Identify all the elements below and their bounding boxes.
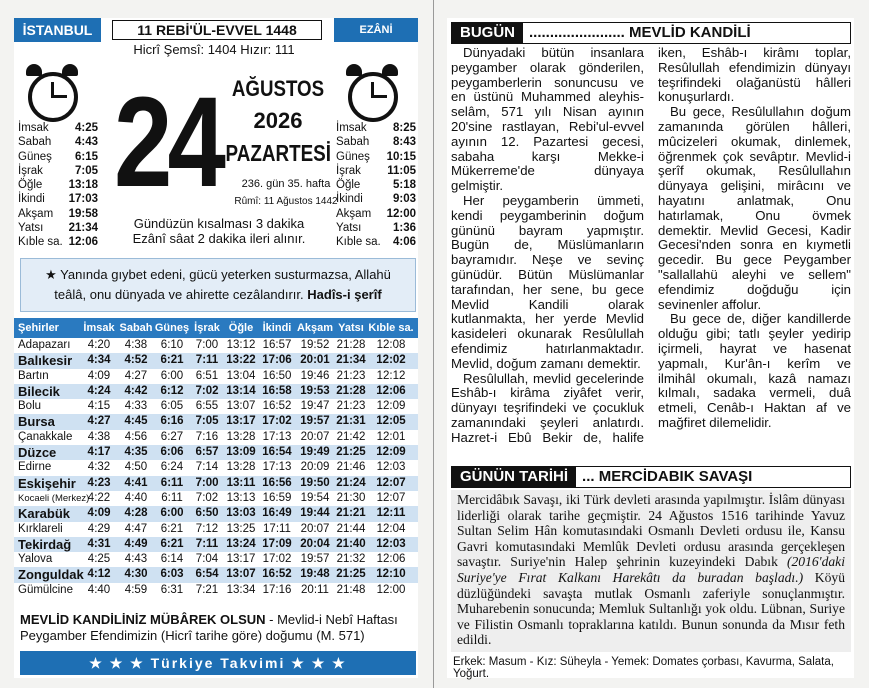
prayer-time-row [336,207,416,221]
column-header: İşrak [194,322,220,334]
prayer-time-row [336,178,416,192]
article-paragraph: Bu gece de, diğer kandillerde olduğu gibi; tatlı şeyler yedirip içirmeli, hayrat ve hasenat yapmalı, Kur'ân-ı kerîm ve ilmihâl okumalı, kazâ namazı kılmalı, sadaka vermeli, duâ etmeli, Cenâb-ı Haktan af ve mağfiret dilemelidir. [658,311,851,430]
table-cell: 4:31 [87,537,111,550]
table-cell: 19:53 [300,384,330,397]
table-cell: 4:22 [87,491,111,504]
table-cell: 6:51 [195,369,219,382]
table-cell: 20:07 [300,522,330,535]
prayer-name: Yatsı [18,222,44,235]
kandil-note: MEVLİD KANDİLİNİZ MÜBÂREK OLSUN - Mevlid-i Nebî Haftası Peygamber Efendimizin (Hicrî tarihe göre) doğumu (M. 571) [20,612,398,643]
article-paragraph: Dünyadaki bütün insanlara peygamber olarak gönderilen, peygamberlerin sonuncusu ve en üstünü Muhammed aleyhis-selâm, 571 yılı Nisan ayının 20'sine rastlayan, Rebi'ul-evvel ayının 12. Pazartesi gecesi, sabaha karşı Mekke-i Mükerreme'de dünyaya gelmiştir. [451,45,644,194]
table-row [14,552,418,567]
table-row [14,583,418,598]
table-cell: 19:49 [300,446,330,459]
table-cell: 4:23 [87,476,111,489]
table-cell: 6:50 [195,507,219,520]
table-cell: 7:05 [195,415,219,428]
table-cell: 17:11 [263,522,291,535]
table-row [14,567,418,582]
table-cell: 7:21 [195,583,219,596]
table-cell: 21:31 [336,415,366,428]
table-cell: 4:38 [124,339,148,351]
month-name: AĞUSTOS [231,76,325,101]
table-cell: 6:27 [160,430,184,443]
prayer-name: Kıble sa. [18,236,63,249]
name-and-menu: Erkek: Masum - Kız: Süheyla - Yemek: Domates çorbası, Kavurma, Salata, Yoğurt. [453,656,834,680]
prayer-time-row [18,207,98,221]
table-cell: 6:00 [160,507,184,520]
table-cell: 21:28 [336,339,366,351]
table-cell: 6:24 [160,461,184,474]
prayer-time-row [18,192,98,206]
table-cell: 17:13 [262,430,292,443]
prayer-time-row [18,164,98,178]
table-cell: 17:02 [262,553,292,566]
article-paragraph: Resûlullah, mevlid gecelerinde Eshâb-ı kirâma ziyâfet verir, dünyayı teşrifindeki ve çocukluk zamanındaki şeyleri anlatırdı. Hazret-i Ebû Bekir de, halife iken, Eshâb-ı kirâmı toplar, Resûlullah efendimizin dünyayı teşrifindeki olağanüstü hâlleri konuşurlardı. [451,45,851,445]
prayer-name: Yatsı [336,222,362,235]
city-label: İSTANBUL [14,18,101,42]
table-cell: 4:38 [87,430,111,443]
table-cell: 13:07 [226,568,256,581]
table-cell: 4:17 [87,446,111,459]
table-row [14,506,418,521]
prayer-name: İkindi [336,193,363,206]
hadith-quote [20,258,416,312]
prayer-time-row [336,192,416,206]
table-cell: 13:12 [226,339,256,351]
table-cell: 16:57 [262,339,292,351]
table-cell: 12:07 [376,476,406,489]
year: 2026 [253,108,303,133]
table-cell: 13:28 [226,430,256,443]
table-cell: 16:52 [262,568,292,581]
city-name: Eskişehir [18,475,76,491]
table-cell: 4:30 [124,568,148,581]
table-cell: 12:07 [376,491,406,504]
table-row [14,399,418,414]
table-cell: 13:03 [226,507,256,520]
table-cell: 4:41 [124,476,148,489]
table-cell: 16:56 [262,476,292,489]
table-cell: 12:06 [376,553,406,566]
prayer-time: 4:43 [74,136,98,149]
prayer-time-row [18,135,98,149]
table-cell: 4:35 [124,446,148,459]
table-cell: 12:05 [376,415,406,428]
day-of-year: 236. gün 35. hafta [241,178,331,190]
table-cell: 4:28 [124,507,148,520]
prayer-time: 12:06 [68,236,98,249]
prayer-name: İmsak [18,122,49,134]
table-cell: 4:56 [124,430,148,443]
article-right-page [447,18,854,678]
city-name: Zonguldak [18,567,84,583]
table-cell: 16:59 [262,491,292,504]
column-header: Şehirler [18,322,59,334]
prayer-time: 11:05 [387,164,416,177]
table-cell: 16:54 [262,446,292,459]
table-cell: 4:29 [87,522,111,535]
table-cell: 4:34 [87,354,111,367]
prayer-time: 9:03 [392,193,416,206]
table-cell: 6:21 [160,522,184,535]
prayer-time: 5:18 [392,179,416,192]
prayer-time: 8:43 [392,136,416,149]
table-cell: 4:27 [124,369,148,382]
table-cell: 17:13 [262,461,292,474]
table-cell: 21:34 [336,354,366,367]
hijri-shamsi: Hicrî Şemsî: 1404 Hızır: 111 [133,42,295,57]
history-header [451,466,851,488]
prayer-time-row [336,135,416,149]
table-row [14,384,418,399]
table-cell: 7:00 [195,339,219,351]
table-cell: 19:57 [300,415,330,428]
table-cell: 4:50 [124,461,148,474]
table-row [14,491,418,506]
prayer-name: İmsak [336,122,367,134]
column-header: Akşam [296,322,334,334]
table-cell: 17:02 [262,415,292,428]
city-name: Adapazarı [18,339,71,351]
prayer-time: 13:18 [68,179,98,192]
table-cell: 12:09 [376,446,406,459]
article-paragraph: Her peygamberin ümmeti, kendi peygamberinin doğum gününü bayram yapmıştır. Bugün de, Müslümanların bayramıdır. Neşe ve sevinç günüdür. Bütün Müslümanlar tarafından, her sene, bu gece Mevlid Kandili olarak kutlanmakta, her yerde Mevlid kasideleri okunarak Resûlullah efendimiz hatırlanmaktadır. Mevlid, doğum zamanı demektir. [451,192,644,371]
history-tag: GÜNÜN TARİHİ [452,467,576,487]
table-cell: 19:48 [300,568,330,581]
prayer-name: İkindi [18,193,45,206]
prayer-times-right [336,121,416,250]
table-cell: 16:49 [262,507,292,520]
table-cell: 12:10 [376,568,406,581]
prayer-name: Güneş [18,150,52,163]
table-cell: 20:07 [300,430,330,443]
table-cell: 6:03 [160,568,184,581]
table-cell: 4:09 [87,507,111,520]
prayer-time: 7:05 [74,164,98,177]
table-cell: 4:59 [124,583,148,596]
city-name: Bartın [18,369,49,382]
table-cell: 7:14 [195,461,219,474]
prayer-name: Öğle [18,179,43,192]
table-cell: 19:46 [300,369,330,382]
table-cell: 7:11 [195,537,219,550]
table-cell: 13:25 [226,522,256,535]
column-header: İkindi [262,322,292,334]
table-cell: 6:31 [160,583,184,596]
city-name: Tekirdağ [18,536,72,552]
table-cell: 12:00 [376,583,406,596]
column-header: Yatsı [338,322,364,334]
city-name: Bursa [18,414,55,430]
prayer-time-row [336,164,416,178]
table-row [14,445,418,460]
table-cell: 6:57 [195,446,219,459]
table-cell: 7:00 [195,476,219,489]
table-cell: 4:45 [124,415,148,428]
prayer-name: Akşam [336,207,372,220]
table-cell: 13:09 [226,446,256,459]
table-cell: 4:49 [124,537,148,550]
table-cell: 6:21 [160,354,184,367]
table-cell: 17:09 [262,537,292,550]
city-name: Düzce [18,445,57,461]
table-row [14,353,418,368]
prayer-time-row [336,221,416,235]
prayer-name: Akşam [18,207,54,220]
table-cell: 7:02 [195,491,219,504]
table-row [14,430,418,445]
table-cell: 20:01 [300,354,330,367]
table-cell: 4:43 [124,553,148,566]
prayer-name: Güneş [336,150,370,163]
table-cell: 13:34 [226,583,256,596]
brand-bar: ★ ★ ★ Türkiye Takvimi ★ ★ ★ [20,651,416,675]
prayer-time-row [336,235,416,249]
article-title: ....................... MEVLİD KANDİLİ [529,24,751,41]
prayer-time-row [18,235,98,249]
table-cell: 13:24 [226,537,256,550]
table-cell: 19:44 [300,507,330,520]
table-cell: 6:12 [160,384,184,397]
table-cell: 6:10 [160,339,184,351]
prayer-time: 19:58 [68,207,98,220]
article-tag: BUGÜN [452,23,523,43]
table-cell: 21:28 [336,384,366,397]
table-cell: 6:14 [160,553,184,566]
table-cell: 12:11 [376,507,406,520]
table-cell: 17:06 [262,354,292,367]
table-cell: 16:52 [262,400,292,413]
table-cell: 21:32 [336,553,366,566]
table-cell: 4:25 [87,553,111,566]
hijri-date: 11 REBİ'ÜL-EVVEL 1448 [112,20,322,40]
table-cell: 13:04 [226,369,256,382]
table-cell: 19:52 [300,339,330,351]
table-cell: 20:11 [301,583,329,596]
table-cell: 13:28 [226,461,256,474]
table-cell: 6:21 [160,537,184,550]
quote-text: ★ Yanında gıybet edeni, gücü yeterken susturmazsa, Allahü teâlâ, onu dünyada ve ahirette cezâlandırır. [45,267,391,302]
article-paragraph: Bu gece, Resûlullahın doğum zamanında görülen hâlleri, mûcizeleri okumak, dinlemek, öğrenmek çok sevâptır. Mevlid-i şerîf okumak, Resûlullahın dünyaya gelişini, mirâcını ve hayatını anlatmak, Onu hatırlamak, Onu övmek demektir. Mevlid Gecesi, Kadir Gecesi'nden sonra en kıymetli gecedir. Bu gece Peygamber "sallallahü aleyhi ve sellem" efendimiz doğduğu için sevinenler affolur. [658,104,851,312]
table-cell: 4:33 [124,400,148,413]
table-cell: 20:04 [300,537,330,550]
prayer-time-row [18,178,98,192]
table-cell: 16:58 [262,384,292,397]
prayer-name: Kıble sa. [336,236,381,249]
prayer-name: Sabah [18,136,52,149]
table-cell: 4:47 [124,522,148,535]
history-title: ... MERCİDABIK SAVAŞI [582,468,753,485]
prayer-time-row [336,121,416,135]
article-body [451,46,851,462]
table-cell: 13:07 [226,400,256,413]
table-cell: 4:12 [87,568,111,581]
table-cell: 21:44 [336,522,366,535]
quote-source: Hadîs-i şerîf [307,287,382,302]
table-row [14,522,418,537]
prayer-time: 8:25 [392,122,416,134]
prayer-time: 21:34 [68,222,98,235]
table-cell: 7:02 [195,384,219,397]
table-cell: 6:16 [160,415,184,428]
table-cell: 21:48 [336,583,366,596]
day-number: 24 [114,71,221,214]
table-cell: 4:20 [87,339,111,351]
alarm-clock-icon [342,62,402,124]
table-cell: 21:40 [336,537,366,550]
city-name: Gümülcine [18,583,73,596]
table-cell: 7:11 [195,354,219,367]
table-cell: 13:17 [226,415,256,428]
prayer-name: İşrak [336,164,361,177]
alarm-clock-icon [22,62,82,124]
prayer-times-left [18,121,98,250]
table-row [14,414,418,429]
table-row [14,460,418,475]
prayer-name: İşrak [18,164,43,177]
table-cell: 6:06 [160,446,184,459]
column-header: İmsak [83,322,115,334]
prayer-time: 4:06 [392,236,416,249]
table-row [14,338,418,353]
article-header [451,22,851,44]
table-cell: 4:27 [87,415,111,428]
table-cell: 12:03 [376,461,406,474]
prayer-time-row [336,150,416,164]
city-name: Bolu [18,400,42,413]
table-cell: 19:47 [300,400,330,413]
ezani-label: EZÂNİ (MAHALLİ) [334,18,418,42]
table-cell: 21:30 [336,491,366,504]
table-cell: 21:23 [336,400,366,413]
prayer-time-row [18,150,98,164]
prayer-time: 12:00 [386,207,416,220]
table-cell: 12:03 [376,537,406,550]
table-cell: 6:55 [195,400,219,413]
table-cell: 7:04 [195,553,219,566]
table-cell: 4:40 [87,583,111,596]
prayer-time: 10:15 [386,150,416,163]
column-header: Kıble sa. [368,322,414,334]
table-cell: 4:52 [124,354,148,367]
table-cell: 21:46 [336,461,366,474]
table-cell: 12:12 [376,369,406,382]
table-cell: 12:04 [376,522,406,535]
table-row [14,369,418,384]
table-cell: 21:25 [336,568,366,581]
table-cell: 13:11 [226,476,256,489]
table-cell: 4:40 [124,491,148,504]
table-cell: 4:09 [87,369,111,382]
table-cell: 4:15 [87,400,111,413]
table-cell: 6:11 [160,476,184,489]
table-cell: 19:50 [300,476,330,489]
prayer-time: 4:25 [74,122,98,134]
table-cell: 21:23 [336,369,366,382]
city-name: Kırklareli [18,522,63,535]
table-cell: 12:06 [376,384,406,397]
table-header [14,318,418,338]
city-name: Kocaeli (Merkez) [18,492,90,504]
table-cell: 21:25 [336,446,366,459]
prayer-name: Sabah [336,136,370,149]
city-name: Bilecik [18,383,60,399]
table-cell: 13:22 [226,354,256,367]
table-cell: 6:54 [195,568,219,581]
table-cell: 12:09 [376,400,406,413]
table-cell: 17:16 [262,583,292,596]
table-cell: 4:24 [87,384,111,397]
table-cell: 16:50 [262,369,292,382]
prayer-name: Öğle [336,179,361,192]
city-name: Edirne [18,461,52,474]
table-cell: 6:05 [160,400,184,413]
table-row [14,476,418,491]
table-cell: 21:42 [336,430,366,443]
table-cell: 13:14 [226,384,256,397]
column-header: Sabah [119,322,153,334]
table-cell: 12:01 [376,430,406,443]
table-cell: 6:11 [161,491,183,504]
table-cell: 12:02 [376,354,406,367]
table-cell: 21:24 [336,476,366,489]
city-name: Balıkesir [18,353,73,369]
table-row [14,537,418,552]
prayer-time: 6:15 [74,150,98,163]
rumi-date: Rûmî: 11 Ağustos 1442 [234,196,338,207]
weekday: PAZARTESİ [225,140,332,166]
history-body: Mercidâbık Savaşı, iki Türk devleti arasında yapılmıştır. İslâm dünyası liderliği olarak tarihe geçmiştir. 24 Ağustos 1516 tarihinde Yavuz Sultan Selim Hân komutasındaki Osmanlı Devleti ordusu ile, Kansu Gavri komutasındaki Memlûk Devleti ordusu arasında gerçekleşen savaştır. Suriye'nin Halep şehrinin kuzeyindeki Dabık (2016'daki Suriye'ye Fırat Kalkanı Harekâtı da buradan başladı.) Köyü düzlüğündeki savaşta mutlak Osmanlı zaferiyle sonuçlanmıştır. Muharebenin sonucunda; Memluk Sultanlığı yok oldu. Lübnan, Suriye ve Filistin Osmanlı topraklarına katıldı. Bunun sonunda da Mısır feth edildi. [451,490,851,652]
prayer-time: 1:36 [392,222,416,235]
table-cell: 20:09 [300,461,330,474]
city-times-table [14,318,418,598]
table-cell: 21:21 [336,507,366,520]
day-length-note: Gündüzün kısalması 3 dakika Ezânî sâat 2 dakika ileri alınır. [132,216,306,246]
table-cell: 7:12 [195,522,219,535]
table-cell: 19:57 [300,553,330,566]
table-cell: 13:13 [226,491,256,504]
prayer-time-row [18,221,98,235]
table-cell: 4:32 [87,461,111,474]
table-cell: 7:16 [195,430,219,443]
city-name: Yalova [18,553,53,566]
column-header: Güneş [154,322,190,334]
page-divider [433,0,434,688]
table-cell: 12:08 [376,339,406,351]
table-cell: 13:17 [226,553,256,566]
table-cell: 6:00 [160,369,184,382]
table-cell: 19:54 [300,491,330,504]
table-body [14,338,418,598]
prayer-time: 17:03 [68,193,98,206]
city-name: Çanakkale [18,430,73,443]
city-name: Karabük [18,506,71,522]
table-cell: 4:42 [124,384,148,397]
prayer-time-row [18,121,98,135]
calendar-left-page [14,18,418,678]
column-header: Öğle [228,322,254,334]
